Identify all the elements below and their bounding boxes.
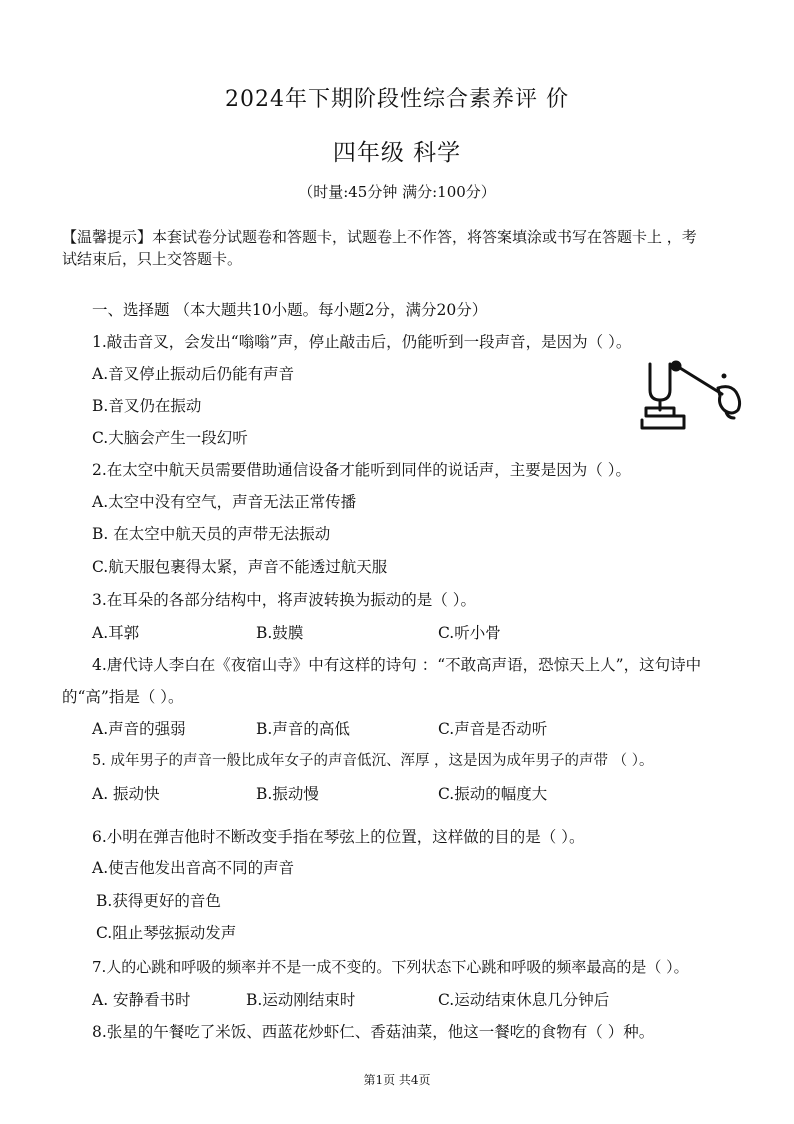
tip-line-2: 试结束后，只上交答题卡。: [62, 250, 243, 268]
exam-subtitle: 四年级 科学: [332, 140, 462, 166]
q3-option-c: C.听小骨: [438, 624, 501, 642]
q4-stem-line-1: 4.唐代诗人李白在《夜宿山寺》中有这样的诗句 ：“不敢高声语，恐惊天上人”，这句诗中: [92, 656, 702, 674]
q7-option-c: C.运动结束休息几分钟后: [438, 991, 610, 1009]
q7-option-a: A. 安静看书时: [92, 991, 191, 1009]
q5-option-a: A. 振动快: [92, 785, 160, 803]
q6-option-c: C.阻止琴弦振动发声: [96, 924, 237, 942]
q2-option-c: C.航天服包裹得太紧，声音不能透过航天服: [92, 558, 388, 576]
q1-stem: 1.敲击音叉，会发出“嗡嗡”声，停止敲击后，仍能听到一段声音，是因为（ ）。: [92, 333, 632, 351]
q4-option-a: A.声音的强弱: [92, 720, 186, 738]
q6-stem: 6.小明在弹吉他时不断改变手指在琴弦上的位置，这样做的目的是（ ）。: [92, 828, 585, 846]
q5-stem: 5. 成年男子的声音一般比成年女子的声音低沉、浑厚 ，这是因为成年男子的声带 （ ）。: [92, 753, 654, 769]
section-heading: 一、选择题 （本大题共10小题。每小题2分，满分20分）: [92, 301, 488, 319]
q2-option-b: B. 在太空中航天员的声带无法振动: [92, 525, 331, 543]
q3-option-a: A.耳郭: [92, 624, 140, 642]
mallet-head-icon: [722, 374, 727, 379]
exam-meta: （时量:45分钟 满分:100分）: [298, 183, 496, 201]
q6-option-a: A.使吉他发出音高不同的声音: [92, 859, 295, 877]
q4-stem-line-2: 的“高”指是（ ）。: [62, 688, 184, 706]
q8-stem: 8.张星的午餐吃了米饭、西蓝花炒虾仁、香菇油菜，他这一餐吃的食物有（ ）种。: [92, 1023, 655, 1041]
q5-option-c: C.振动的幅度大: [438, 785, 548, 803]
q2-stem: 2.在太空中航天员需要借助通信设备才能听到同伴的说话声，主要是因为（ ）。: [92, 461, 631, 479]
q1-option-b: B.音叉仍在振动: [92, 397, 202, 415]
exam-title: 2024年下期阶段性综合素养评 价: [225, 87, 569, 112]
q7-option-b: B.运动刚结束时: [246, 991, 356, 1009]
tip-line-1: 【温馨提示】本套试卷分试题卷和答题卡，试题卷上不作答，将答案填涂或书写在答题卡上 ，考: [62, 228, 697, 246]
q7-stem: 7.人的心跳和呼吸的频率并不是一成不变的。下列状态下心跳和呼吸的频率最高的是（ ）。: [92, 958, 689, 976]
page-footer: 第1页 共4页: [363, 1073, 431, 1087]
q1-option-c: C.大脑会产生一段幻听: [92, 429, 248, 447]
q4-option-c: C.声音是否动听: [438, 720, 548, 738]
q5-option-b: B.振动慢: [256, 785, 319, 803]
tuning-fork-illustration: [640, 360, 746, 430]
q4-option-b: B.声音的高低: [256, 720, 350, 738]
q6-option-b: B.获得更好的音色: [96, 892, 221, 910]
q3-stem: 3.在耳朵的各部分结构中，将声波转换为振动的是（ ）。: [92, 591, 476, 609]
q1-option-a: A.音叉停止振动后仍能有声音: [92, 365, 295, 383]
q3-option-b: B.鼓膜: [256, 624, 304, 642]
q2-option-a: A.太空中没有空气，声音无法正常传播: [92, 493, 357, 511]
